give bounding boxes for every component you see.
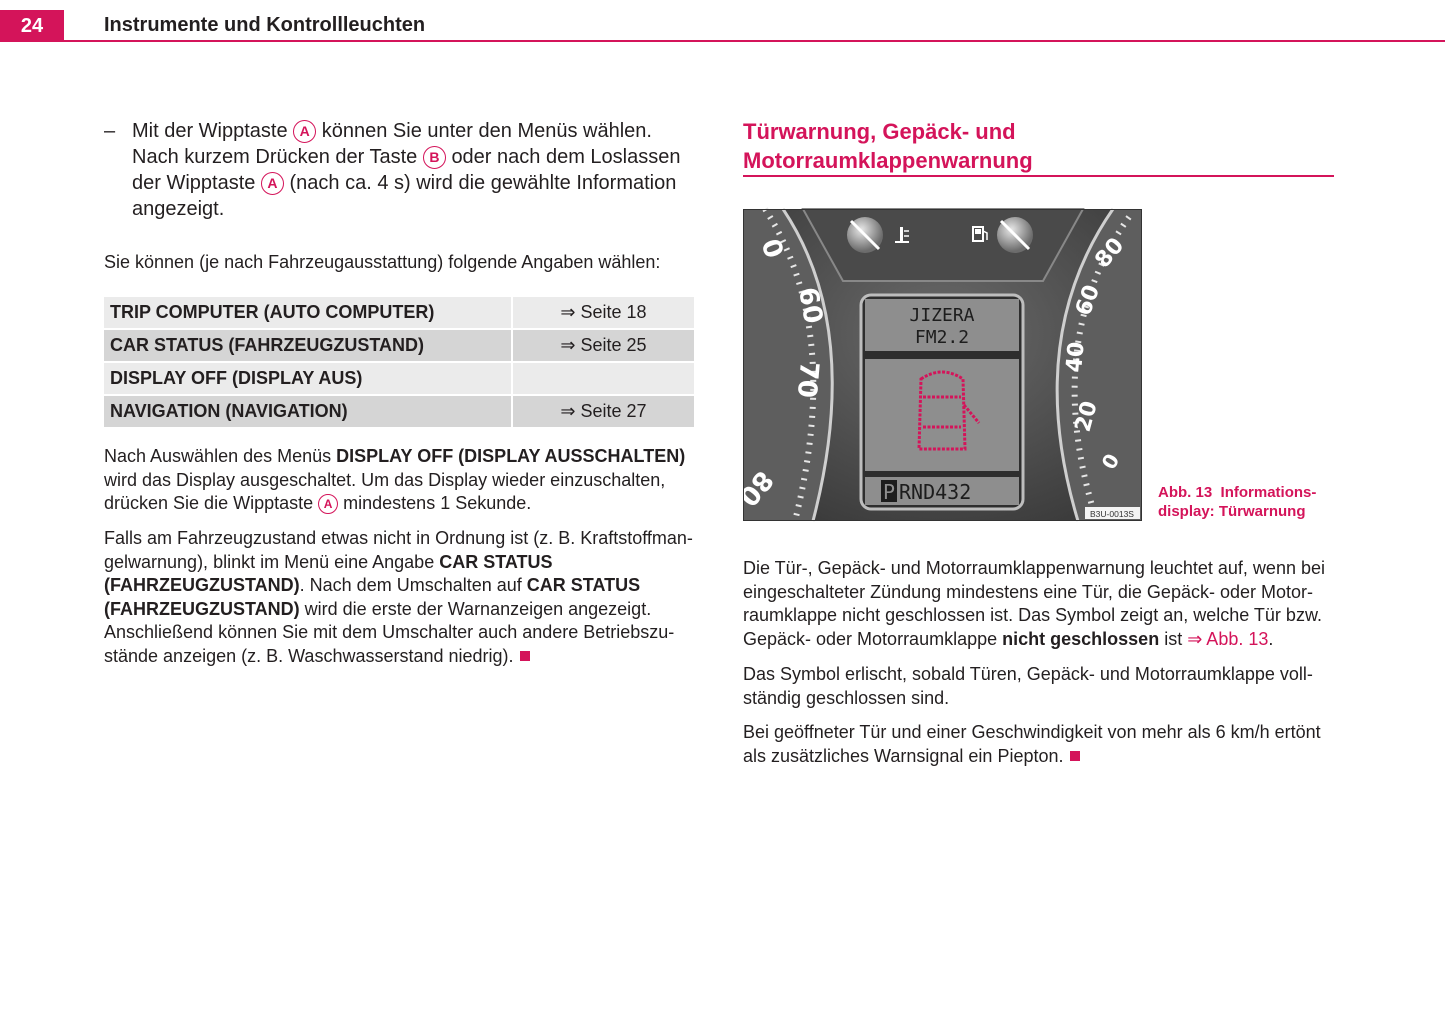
figure-reference-link[interactable]: ⇒ Abb. 13 bbox=[1187, 628, 1269, 649]
menu-item: TRIP COMPUTER (AUTO COMPUTER) bbox=[104, 297, 512, 329]
paragraph-text: Die Tür-, Gepäck- und Motorraumklappenwarnung leuchtet auf, wenn bei eingeschalteter Zündung mindestens eine Tür, die Gepäck- oder Motor- raumklappe nicht geschlossen ist. Das Symbol zeigt an, welche Tür bzw. Gepäck- oder Motorraumklappe bbox=[743, 558, 1325, 649]
bullet-text-4: (nach ca. 4 s) wird die gewählte Information angezeigt. bbox=[132, 172, 677, 220]
key-a-icon: A bbox=[261, 172, 284, 195]
caption-text: Informations- display: Türwarnung bbox=[1158, 484, 1317, 520]
page-number: 24 bbox=[0, 10, 64, 42]
section-end-marker bbox=[1070, 751, 1080, 761]
table-row bbox=[104, 329, 694, 362]
header-rule bbox=[64, 40, 1445, 42]
caption-label: Abb. 13 bbox=[1158, 484, 1213, 501]
intro-paragraph: Sie können (je nach Fahrzeugausstattung) folgende Angaben wählen: bbox=[104, 252, 661, 272]
right-gauge-label: 20 bbox=[1070, 398, 1103, 435]
instrument-cluster-figure bbox=[732, 209, 1142, 521]
figure-caption bbox=[1158, 483, 1348, 521]
right-gauge-label: 60 bbox=[1071, 281, 1106, 320]
gear-indicator: RND432 bbox=[899, 480, 972, 504]
key-a-icon: A bbox=[293, 120, 316, 143]
paragraph-text: Bei geöffneter Tür und einer Geschwindigkeit von mehr als 6 km/h ertönt als zusätzliches Warnsignal ein Piepton. bbox=[743, 722, 1321, 766]
figure-code: B3U-0013S bbox=[1090, 509, 1134, 519]
display-station-name: JIZERA bbox=[909, 305, 975, 326]
table-row bbox=[104, 362, 694, 395]
section-title bbox=[743, 117, 1343, 175]
selected-gear: P bbox=[882, 480, 896, 504]
page-reference bbox=[512, 362, 694, 395]
left-gauge-label: 70 bbox=[790, 360, 824, 400]
paragraph-text: wird das Display ausgeschaltet. Um das Display wieder einzuschalten, drücken Sie die Wipptaste bbox=[104, 469, 666, 513]
page-reference: ⇒ Seite 25 bbox=[512, 329, 694, 362]
menu-table bbox=[104, 297, 694, 429]
paragraph-bold: CAR STATUS (FAHRZEUGZUSTAND) bbox=[104, 575, 641, 619]
bullet-dash: – bbox=[104, 120, 116, 142]
right-gauge-label: 80 bbox=[1090, 233, 1130, 273]
table-row bbox=[104, 297, 694, 329]
table-row bbox=[104, 395, 694, 428]
paragraph-bold: DISPLAY OFF (DISPLAY AUSSCHALTEN) bbox=[336, 446, 686, 466]
key-b-icon: B bbox=[423, 146, 446, 169]
left-gauge-label: 0 bbox=[754, 235, 789, 263]
page-reference: ⇒ Seite 27 bbox=[512, 395, 694, 428]
right-gauge-label: 40 bbox=[1062, 340, 1090, 374]
symbol-off-paragraph: Das Symbol erlischt, sobald Türen, Gepäck- und Motorraumklappe voll- ständig geschlossen sind. bbox=[743, 664, 1313, 708]
display-off-paragraph bbox=[104, 445, 696, 516]
menu-item: NAVIGATION (NAVIGATION) bbox=[104, 395, 512, 428]
page-header-title: Instrumente und Kontrollleuchten bbox=[104, 14, 426, 36]
paragraph-text: mindestens 1 Sekunde. bbox=[343, 493, 532, 513]
right-gauge-label: 0 bbox=[1096, 449, 1125, 474]
paragraph-bold: nicht geschlossen bbox=[1002, 628, 1160, 649]
left-gauge-label: 60 bbox=[792, 285, 828, 326]
paragraph-text: Nach Auswählen des Menüs bbox=[104, 446, 332, 466]
top-gauge-housing bbox=[803, 209, 1083, 281]
paragraph-text: wird die erste der Warnanzeigen angezeigt. Anschließend können Sie mit dem Umschalter auch andere Betriebszu- stände anzeigen (z. B. Waschwasserstand niedrig). bbox=[104, 598, 675, 666]
paragraph-bold: CAR STATUS (FAHRZEUGZUSTAND) bbox=[104, 551, 553, 595]
instruction-bullet bbox=[104, 118, 704, 222]
key-a-icon: A bbox=[318, 494, 338, 514]
door-warning-paragraph bbox=[743, 557, 1343, 651]
display-band: FM2.2 bbox=[914, 327, 970, 348]
section-rule bbox=[743, 175, 1334, 177]
beep-paragraph bbox=[743, 721, 1343, 768]
page-reference: ⇒ Seite 18 bbox=[512, 297, 694, 329]
paragraph-text: ist bbox=[1164, 628, 1183, 649]
paragraph-text: Falls am Fahrzeugzustand etwas nicht in Ordnung ist (z. B. Kraftstoffman- gelwarnung), blinkt im Menü eine Angabe bbox=[104, 528, 693, 572]
car-status-paragraph bbox=[104, 527, 696, 668]
section-end-marker bbox=[520, 651, 530, 661]
section-title-line-2: Motorraumklappenwarnung bbox=[743, 148, 1033, 173]
left-gauge-label: 80 bbox=[732, 464, 779, 512]
bullet-text-2: können Sie unter den Menüs wählen. Nach kurzem Drücken der Taste bbox=[132, 120, 652, 168]
bullet-text-3: oder nach dem Loslassen der Wipptaste bbox=[132, 146, 681, 194]
menu-item: DISPLAY OFF (DISPLAY AUS) bbox=[104, 362, 512, 395]
menu-item: CAR STATUS (FAHRZEUGZUSTAND) bbox=[104, 329, 512, 362]
paragraph-text: . bbox=[1268, 628, 1274, 649]
section-title-line-1: Türwarnung, Gepäck- und bbox=[743, 119, 1016, 144]
display-warning-area bbox=[865, 359, 1019, 471]
bullet-text-1: Mit der Wipptaste bbox=[132, 120, 288, 142]
paragraph-text: . Nach dem Umschalten auf bbox=[299, 575, 522, 595]
